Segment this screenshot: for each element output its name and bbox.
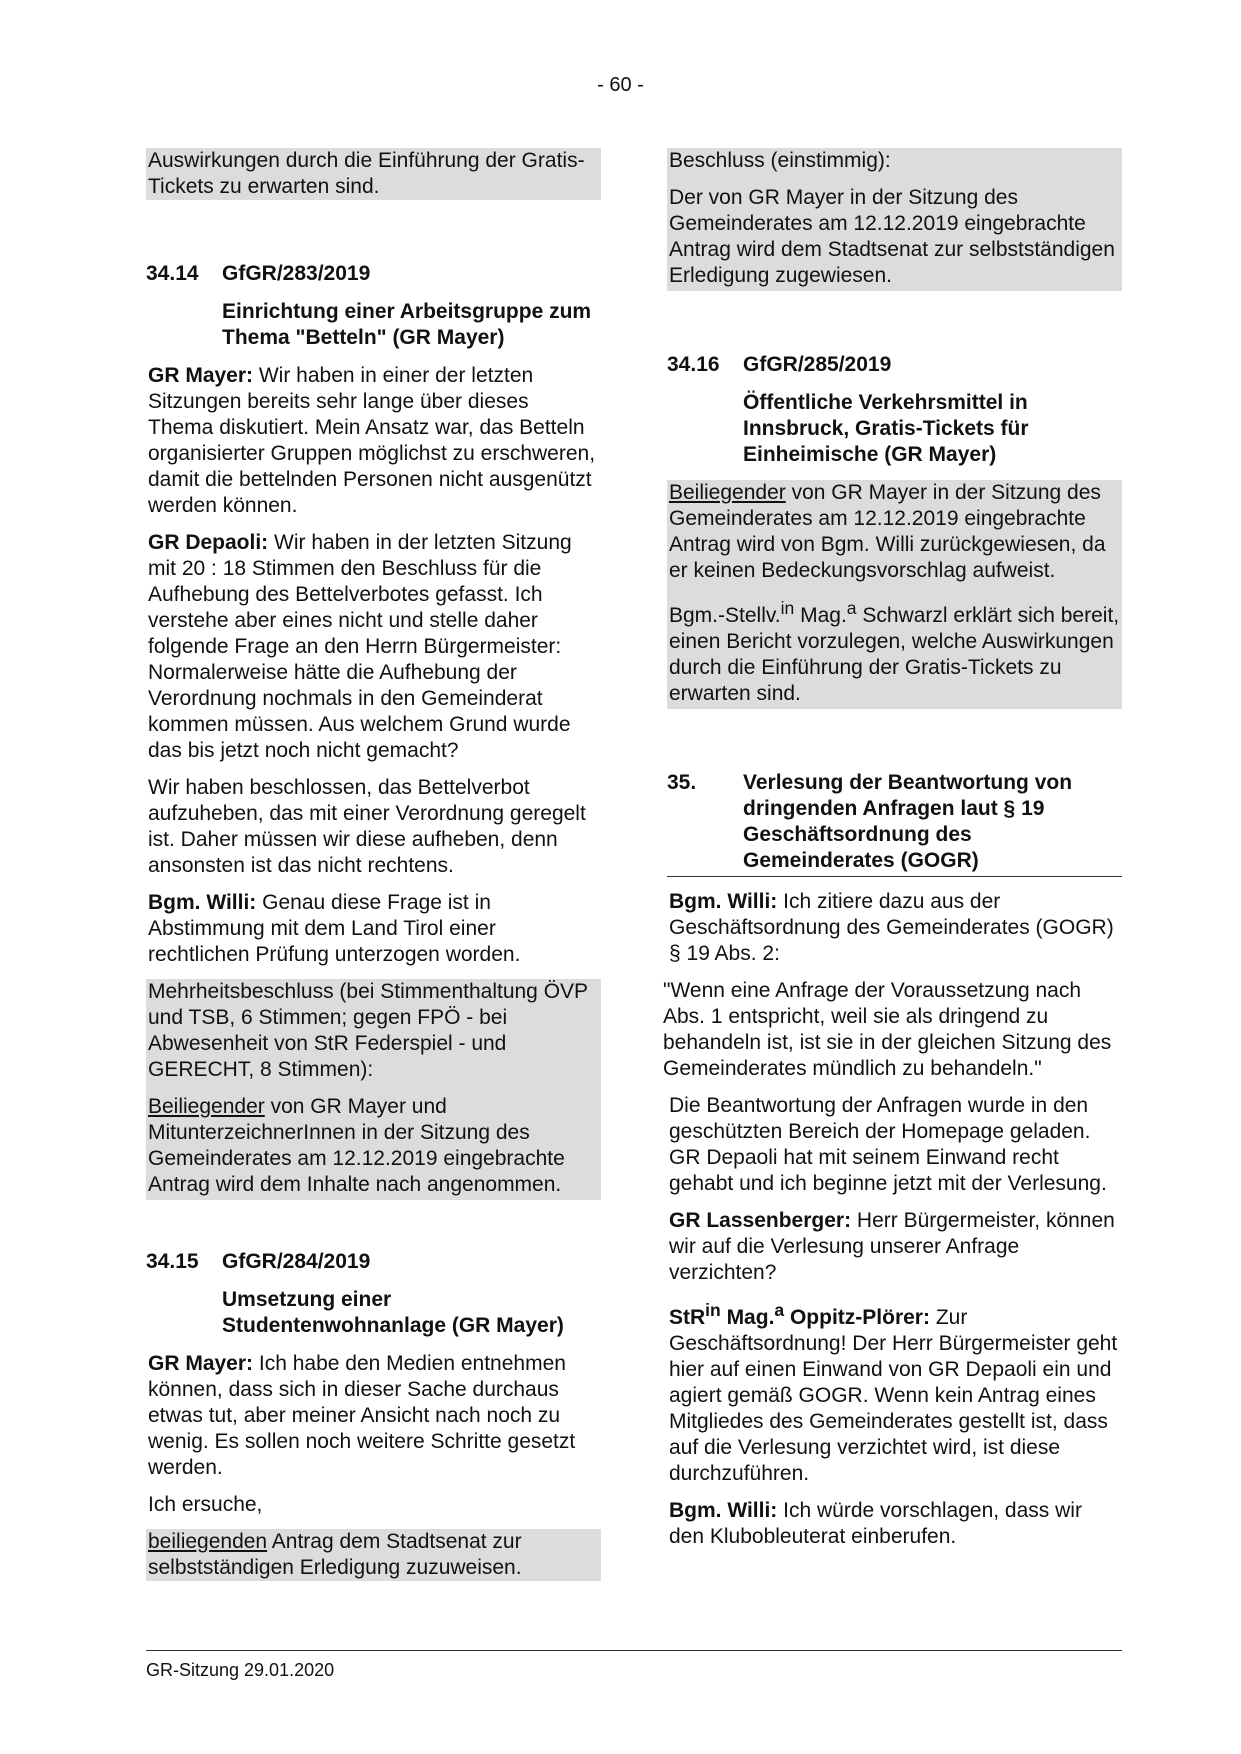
speaker: GR Depaoli:: [148, 531, 269, 554]
speech-text: Genau diese Frage ist in Abstimmung mit dem Land Tirol einer rechtlichen Prüfung unterzogen worden.: [148, 891, 521, 966]
speech-paragraph: [146, 363, 601, 519]
agenda-item-34-15: [146, 1249, 601, 1275]
item-number: 34.15: [146, 1250, 199, 1273]
text: Schwarzl erklärt sich bereit, einen Bericht vorzulegen, welche Auswirkungen durch die Einführung der Gratis-Tickets zu erwarten sind.: [669, 604, 1120, 705]
superscript: in: [780, 598, 795, 618]
decision-title: Beschluss (einstimmig):: [669, 149, 891, 172]
decision-body: von GR Mayer in der Sitzung des Gemeinderates am 12.12.2019 eingebrachte Antrag wird von Bgm. Willi zurückgewiesen, da er keinen Bedeckungsvorschlag aufweist.: [669, 481, 1106, 582]
text: Oppitz-Plörer:: [784, 1306, 930, 1329]
speaker: GR Mayer:: [148, 1352, 254, 1375]
agenda-item-35: [667, 770, 1122, 874]
speech-paragraph: Die Beantwortung der Anfragen wurde in den geschützten Bereich der Homepage geladen. GR Depaoli hat mit seinem Einwand recht gehabt und ich beginne jetzt mit der Verlesung.: [669, 1094, 1107, 1195]
item-code: GfGR/284/2019: [222, 1250, 371, 1273]
text: Bgm.-Stellv.: [669, 604, 781, 627]
item-number: 35.: [667, 771, 697, 794]
underlined-word: beiliegenden: [148, 1530, 268, 1553]
footer-rule: [146, 1650, 1122, 1651]
text: Mag.: [794, 604, 847, 627]
underlined-word: Beiliegender: [148, 1095, 265, 1118]
decision-text: [667, 480, 1122, 595]
agenda-item-34-14: [146, 261, 601, 287]
speech-paragraph: [667, 1498, 1122, 1550]
footer-text: GR-Sitzung 29.01.2020: [146, 1660, 335, 1680]
item-code: GfGR/283/2019: [222, 262, 371, 285]
decision-block: [146, 979, 601, 1200]
right-column: [663, 148, 1122, 1561]
superscript: a: [846, 598, 857, 618]
speaker: GR Mayer:: [148, 364, 254, 387]
speech-text: Wir haben in der letzten Sitzung mit 20 : 18 Stimmen den Beschluss für die Aufhebung des Bettelverbotes gefasst. Ich verstehe aber eines nicht und stelle daher folgende Frage an den Herrn Bürgermeister: Normalerweise hätte die Aufhebung der Verordnung nochmals in den Gemeinderat kommen müssen. Aus welchem Grund wurde das bis jetzt noch nicht gemacht?: [148, 531, 572, 762]
item-title: Verlesung der Beantwortung von dringenden Anfragen laut § 19 Geschäftsordnung des Gemeinderates (GOGR): [743, 771, 1073, 872]
speech-paragraph: Wir haben beschlossen, das Bettelverbot aufzuheben, das mit einer Verordnung geregelt ist. Daher müssen wir diese aufheben, denn ansonsten ist das nicht rechtens.: [148, 776, 586, 877]
decision-text: Der von GR Mayer in der Sitzung des Gemeinderates am 12.12.2019 eingebrachte Antrag wird dem Stadtsenat zur selbstständigen Erledigung zugewiesen.: [669, 186, 1115, 287]
underlined-word: Beiliegender: [669, 481, 786, 504]
page-number: - 60 -: [597, 74, 644, 96]
item-title: Einrichtung einer Arbeitsgruppe zum Thema "Betteln" (GR Mayer): [222, 300, 592, 349]
quotation: "Wenn eine Anfrage der Voraussetzung nach Abs. 1 entspricht, weil sie als dringend zu behandeln ist, ist sie in der gleichen Sitzung des Gemeinderates mündlich zu behandeln.": [663, 979, 1112, 1080]
speaker: GR Lassenberger:: [669, 1209, 852, 1232]
speech-paragraph: [146, 530, 601, 764]
decision-block: [667, 480, 1122, 709]
item-number: 34.14: [146, 262, 199, 285]
decision-title: Mehrheitsbeschluss (bei Stimmenthaltung ÖVP und TSB, 6 Stimmen; gegen FPÖ - bei Abwesenheit von StR Federspiel - und GERECHT, 8 Stimmen):: [148, 980, 588, 1081]
section-rule: [667, 874, 1122, 877]
speech-text: Ich habe den Medien entnehmen können, dass sich in dieser Sache durchaus etwas tut, aber meiner Ansicht nach noch zu wenig. Es sollen noch weitere Schritte gesetzt werden.: [148, 1352, 576, 1479]
speech-paragraph: [146, 1351, 601, 1481]
text: Mag.: [720, 1306, 775, 1329]
decision-text: [667, 595, 1122, 709]
agenda-item-34-16: [667, 352, 1122, 378]
item-title: Umsetzung einer Studentenwohnanlage (GR Mayer): [222, 1288, 564, 1337]
speaker: Bgm. Willi:: [669, 1499, 778, 1522]
decision-text: [146, 1094, 601, 1200]
continuation-decision: Auswirkungen durch die Einführung der Gratis-Tickets zu erwarten sind.: [146, 148, 601, 200]
item-title: Öffentliche Verkehrsmittel in Innsbruck, Gratis-Tickets für Einheimische (GR Mayer): [743, 391, 1029, 466]
motion-block: [146, 1529, 601, 1581]
decision-body: von GR Mayer und MitunterzeichnerInnen in der Sitzung des Gemeinderates am 12.12.2019 eingebrachte Antrag wird dem Inhalte nach angenommen.: [148, 1095, 565, 1196]
speech-paragraph: Ich ersuche,: [148, 1493, 263, 1516]
superscript: a: [774, 1300, 785, 1320]
speech-text: Herr Bürgermeister, können wir auf die Verlesung unserer Anfrage verzichten?: [669, 1209, 1115, 1284]
text: StR: [669, 1306, 706, 1329]
speech-paragraph: [146, 890, 601, 968]
item-code: GfGR/285/2019: [743, 353, 892, 376]
speech-text: Zur Geschäftsordnung! Der Herr Bürgermeister geht hier auf einen Einwand von GR Depaoli ein und agiert gemäß GOGR. Wenn kein Antrag eines Mitgliedes des Gemeinderates gestellt ist, dass auf die Verlesung verzichtet wird, ist diese durchzuführen.: [669, 1306, 1118, 1485]
item-number: 34.16: [667, 353, 720, 376]
speech-text: Ich würde vorschlagen, dass wir den Klubobleuterat einberufen.: [669, 1499, 1082, 1548]
speech-paragraph: [667, 1297, 1122, 1487]
speech-paragraph: [667, 889, 1122, 967]
motion-text: Antrag dem Stadtsenat zur selbstständigen Erledigung zuzuweisen.: [148, 1530, 522, 1579]
speech-text: Ich zitiere dazu aus der Geschäftsordnung des Gemeinderates (GOGR) § 19 Abs. 2:: [669, 890, 1114, 965]
speech-paragraph: [667, 1208, 1122, 1286]
speaker: Bgm. Willi:: [148, 891, 257, 914]
left-column: [146, 148, 601, 1592]
decision-block: [667, 148, 1122, 291]
speaker: Bgm. Willi:: [669, 890, 778, 913]
speech-text: Wir haben in einer der letzten Sitzungen bereits sehr lange über dieses Thema diskutiert. Mein Ansatz war, das Betteln organisierter Gruppen möglichst zu erschweren, damit die bettelnden Personen nicht ausgenützt werden können.: [148, 364, 596, 517]
superscript: in: [705, 1300, 721, 1320]
speaker: [669, 1300, 930, 1329]
